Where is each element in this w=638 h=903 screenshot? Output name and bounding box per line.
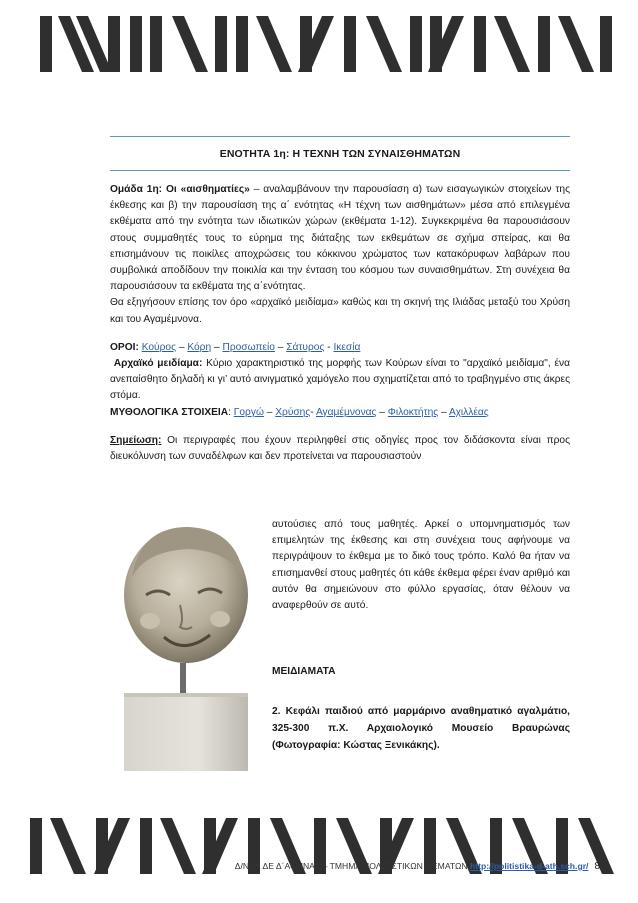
note-label: Σημείωση: [110, 434, 162, 446]
myth-line: ΜΥΘΟΛΟΓΙΚΑ ΣΤΟΙΧΕΙΑ: Γοργώ – Χρύσης- Αγαμέμνονας – Φιλοκτήτης – Αχιλλέας [110, 406, 489, 418]
group-paragraph-2: Θα εξηγήσουν επίσης τον όρο «αρχαϊκό μειδίαμα» καθώς και τη σκηνή της Ιλιάδας μεταξύ του Χρύση και του Αγαμέμνονα. [110, 297, 570, 325]
term-link-satyros[interactable]: Σάτυρος [286, 341, 325, 353]
page-number: 8 [594, 861, 600, 872]
main-text [110, 182, 570, 465]
exhibit-caption: 2. Κεφάλι παιδιού από μαρμάρινο αναθηματικό αγαλμάτιο, 325-300 π.Χ. Αρχαιολογικό Μουσείο Βραυρώνας (Φωτογραφία: Κώστας Ξενικάκης). [272, 706, 570, 751]
title-rule-bottom [110, 170, 570, 171]
myth-label: ΜΥΘΟΛΟΓΙΚΑ ΣΤΟΙΧΕΙΑ [110, 406, 229, 418]
myth-link-gorgo[interactable]: Γοργώ [233, 406, 264, 418]
group-paragraph [110, 182, 570, 295]
terms-label: ΟΡΟΙ: [110, 341, 139, 353]
smile-paragraph [110, 356, 570, 405]
footer-link[interactable]: http://politistika-d-ath.sch.gr/ [470, 861, 589, 871]
note-continuation: αυτούσιες από τους μαθητές. Αρκεί ο υπομνηματισμός των επιμελητών της έκθεσης και στη συνέχεια τους αφήνουμε να περιγράψουν το έκθεμα με το δικό τους τρόπο. Καλό θα ήταν να επισημανθεί στους μαθητές ότι κάθε έκθεμα φέρει έναν αριθμό και αυτόν θα σημειώνουν στο φύλλο εργασίας, όταν θέλουν να αναφερθούν σε αυτό. [272, 519, 570, 612]
term-link-prosopeio[interactable]: Προσωπείο [222, 341, 275, 353]
marble-child-head-photo [110, 517, 260, 775]
smile-label: Αρχαϊκό μειδίαμα: [113, 358, 203, 370]
footer-text: Δ/ΝΣΗ ΔΕ Δ΄ΑΘΗΝΑΣ – ΤΜΗΜΑ ΠΟΛΙΤΙΣΤΙΚΩΝ ΘΕΜΑΤΩΝ [234, 861, 471, 871]
myth-link-achilles[interactable]: Αχιλλέας [448, 406, 489, 418]
sculpture-image [110, 517, 260, 775]
myth-link-chrysis[interactable]: Χρύσης [275, 406, 311, 418]
term-link-kori[interactable]: Κόρη [187, 341, 212, 353]
term-link-ikesia[interactable]: Ικεσία [333, 341, 361, 353]
group-heading: Ομάδα 1η: Οι «αισθηματίες» [110, 184, 250, 195]
myth-link-philoktetes[interactable]: Φιλοκτήτης [387, 406, 439, 418]
myth-link-agamemnon[interactable]: Αγαμέμνονας [315, 406, 377, 418]
note-paragraph [110, 433, 570, 465]
smile-text: Κύριο χαρακτηριστικό της μορφής των Κούρων είναι το "αρχαϊκό μειδίαμα", ένα ανεπαίσθητο δηλαδή κι γι’ αυτό αινιγματικό χαμόγελο που σχηματίζεται από το τραβηγμένο στις άκρες στόμα. [110, 358, 570, 402]
section-title: ΕΝΟΤΗΤΑ 1η: Η ΤΕΧΝΗ ΤΩΝ ΣΥΝΑΙΣΘΗΜΑΤΩΝ [219, 148, 461, 160]
title-rule-top [110, 136, 570, 137]
header-decorative-band [0, 10, 638, 78]
note-text: Οι περιγραφές που έχουν περιληφθεί στις οδηγίες προς τον διδάσκοντα είναι προς διευκόλυνση των συναδέλφων και δεν προτείνεται να παρουσιαστούν [110, 434, 570, 463]
group-text: – αναλαμβάνουν την παρουσίαση α) των εισαγωγικών στοιχείων της έκθεσης και β) την παρουσίαση της α΄ ενότητας «Η τέχνη των αισθημάτων» μέσα από επιλεγμένα εκθέματα από την ενότητα των ιδιωτικών χώρων (εκθέματα 1-12). Συγκεκριμένα θα παρουσιάσουν στους συμμαθητές τους το εύρημα της διάταξης των εκθεμάτων σε σχήμα σπείρας, και θα επισημάνουν τις ποικίλες αποχρώσεις του κόκκινου χρώματος των κατακόρυφων λαβάρων που συμβολικά αποδίδουν την ποικιλία και την ένταση του κόσμου των συναισθημάτων. Στη συνέχεια θα παρουσιάσουν τα εκθέματα της α΄ενότητας. [110, 184, 570, 293]
stripe-pattern-top [0, 10, 638, 78]
term-link-kouros[interactable]: Κούρος [141, 341, 176, 353]
smiles-heading: ΜΕΙΔΙΑΜΑΤΑ [272, 666, 336, 677]
terms-line: ΟΡΟΙ: Κούρος – Κόρη – Προσωπείο – Σάτυρος - Ικεσία [110, 341, 361, 353]
page-footer [180, 861, 600, 872]
